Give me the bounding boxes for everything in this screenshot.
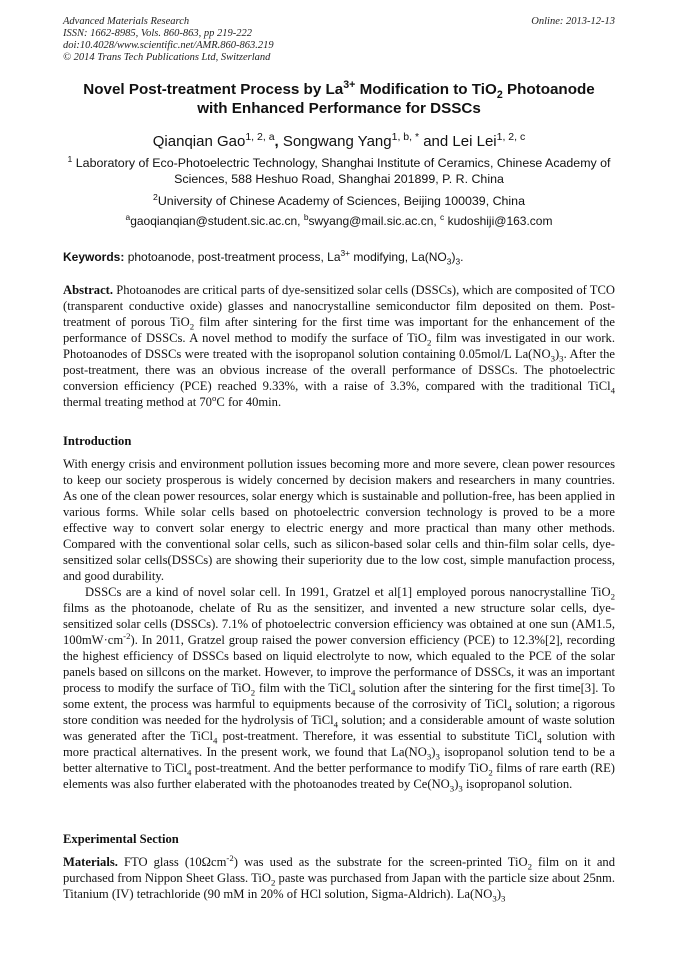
section-heading-experimental: Experimental Section <box>63 832 179 846</box>
author-name: Lei Lei <box>452 133 497 150</box>
author-name: Qianqian Gao <box>152 133 246 150</box>
abstract: Abstract. Photoanodes are critical parts of dye-sensitized solar cells (DSSCs), which are composited of TCO (transparent conductive oxide) glasses and nanocrystalline semiconductor film deposited on them. Post-treatment of porous TiO$_2$ film after sintering for the first time was important for the enhancement of the performance of DSSCs. A novel method to modify the surface of TiO$_2$ film was investigated in our work. Photoanodes of DSSCs were treated with the isopropanol solution containing 0.05mol/L $La(NO_3)_3$. After the post-treatment, there was an obvious increase of the overall performance of DSSCs. The photoelectric conversion efficiency (PCE) reached 9.33%, with a raise of 3.3%, compared with the traditional TiCl$_4$ thermal treating method at 70$^o$C for 40min. <box>63 283 616 409</box>
online-date: Online: 2013-12-13 <box>531 16 615 27</box>
affiliation-1: $^1$ Laboratory of Eco-Photoelectric Technology, Shanghai Institute of Ceramics, Chinese Academy of Sciences, 588 Heshuo Road, Shanghai 201899, P. R. China <box>67 153 611 186</box>
copyright-line: © 2014 Trans Tech Publications Ltd, Switzerland <box>63 52 271 63</box>
keywords: Keywords: photoanode, post-treatment process, $La^{3+}$ modifying, $La(NO_3)_3$. <box>63 248 464 267</box>
email-link[interactable]: swyang@mail.sic.ac.cn, <box>308 214 441 228</box>
introduction-body <box>63 456 615 792</box>
paper-title: Novel Post-treatment Process by $La^{3+}$ Modification to TiO$_2$ Photoanode with Enhanced Performance for DSSCs <box>40 80 638 118</box>
doi-line: doi:10.4028/www.scientific.net/AMR.860-863.219 <box>63 40 274 51</box>
section-heading-introduction: Introduction <box>63 434 132 448</box>
paragraph: DSSCs are a kind of novel solar cell. In 1991, Gratzel et al[1] employed porous nanocrystalline TiO$_2$ films as the photoanode, chelate of Ru as the sensitizer, and invented a new structure solar cells, dye-sensitized solar cells (DSSCs). 7.1% of photoelectric conversion efficiency was obtained at one sun (AM1.5, $100mW\cdot cm^{-2}$). In 2011, Gratzel group raised the power conversion efficiency (PCE) to 12.3%[2], recording the highest efficiency of DSSCs based on liquid electrolyte to now, which equaled to the PCE of the solar panels based on sillcons on the market. However, to improve the performance of DSSCs, it was an important process to modify the surface of TiO$_2$ film with the TiCl$_4$ solution after the sintering for the first time[3]. To some extent, the process was harmful to equipments because of the corrosivity of TiCl$_4$ solution; a rigorous store condition was needed for the hydrolysis of TiCl$_4$ solution; and a considerable amount of waste solution was generated after the TiCl$_4$ post-treatment. Therefore, it was essential to substitute TiCl$_4$ solution with more practical alternatives. In the present work, we found that $La(NO_3)_3$ isopropanol solution tend to be a better alternative to TiCl$_4$ post-treatment. And the better performance to modify TiO$_2$ films of rare earth (RE) elements was also further elaberated with the photoanodes treated by $Ce(NO_3)_3$ isopropanol solution. <box>63 585 615 794</box>
materials-paragraph: Materials. FTO glass (10Ωcm$^{-2}$) was used as the substrate for the screen-printed TiO$_2$ film on it and purchased from Nippon Sheet Glass. TiO$_2$ paste was purchased from Japan with the particle size about 25nm. Titanium (IV) tetrachloride (90 mM in 20% of HCl solution, Sigma-Aldrich). $La(NO_3)_3$ <box>63 852 615 904</box>
title-line-2: with Enhanced Performance for DSSCs <box>197 100 481 117</box>
journal-header <box>63 16 274 64</box>
issn-line: ISSN: 1662-8985, Vols. 860-863, pp 219-222 <box>63 28 252 39</box>
abstract-label: Abstract. <box>63 283 114 297</box>
keywords-label: Keywords: <box>63 250 125 264</box>
author-list: Qianqian Gao$^{1, 2, a}$, Songwang Yang$^{1, b, *}$ and Lei Lei$^{1, 2, c}$ <box>152 131 526 150</box>
paragraph: With energy crisis and environment pollution issues becoming more and more severe, clean power resources to keep our society prosperous is widely concerned by decision makers and researchers in many countries. As one of the clean power resources, solar energy which is sustainable and pollution-free, has been applied in various forms. While solar cells based on photoelectric conversion technology is proved to be a more effective way to convert solar energy to electric energy and more practical than many other methods. Compared with the conventional solar cells, such as silicon-based solar cells and thin-film solar cells, dye-sensitized solar cells(DSSCs) are showing their superiority due to the low cost, simple manufaction process, and good durability. <box>63 457 615 583</box>
affiliation-2: $^2$University of Chinese Academy of Sciences, Beijing 100039, China <box>153 191 525 208</box>
author-name: Songwang Yang <box>282 133 392 150</box>
journal-name: Advanced Materials Research <box>63 16 190 27</box>
email-link[interactable]: kudoshiji@163.com <box>444 214 553 228</box>
email-link[interactable]: gaoqianqian@student.sic.ac.cn, <box>130 214 304 228</box>
materials-label: Materials. <box>63 855 118 869</box>
author-emails: $^a$gaoqianqian@student.sic.ac.cn, $^b$swyang@mail.sic.ac.cn, $^c$ kudoshiji@163.com <box>125 212 553 228</box>
